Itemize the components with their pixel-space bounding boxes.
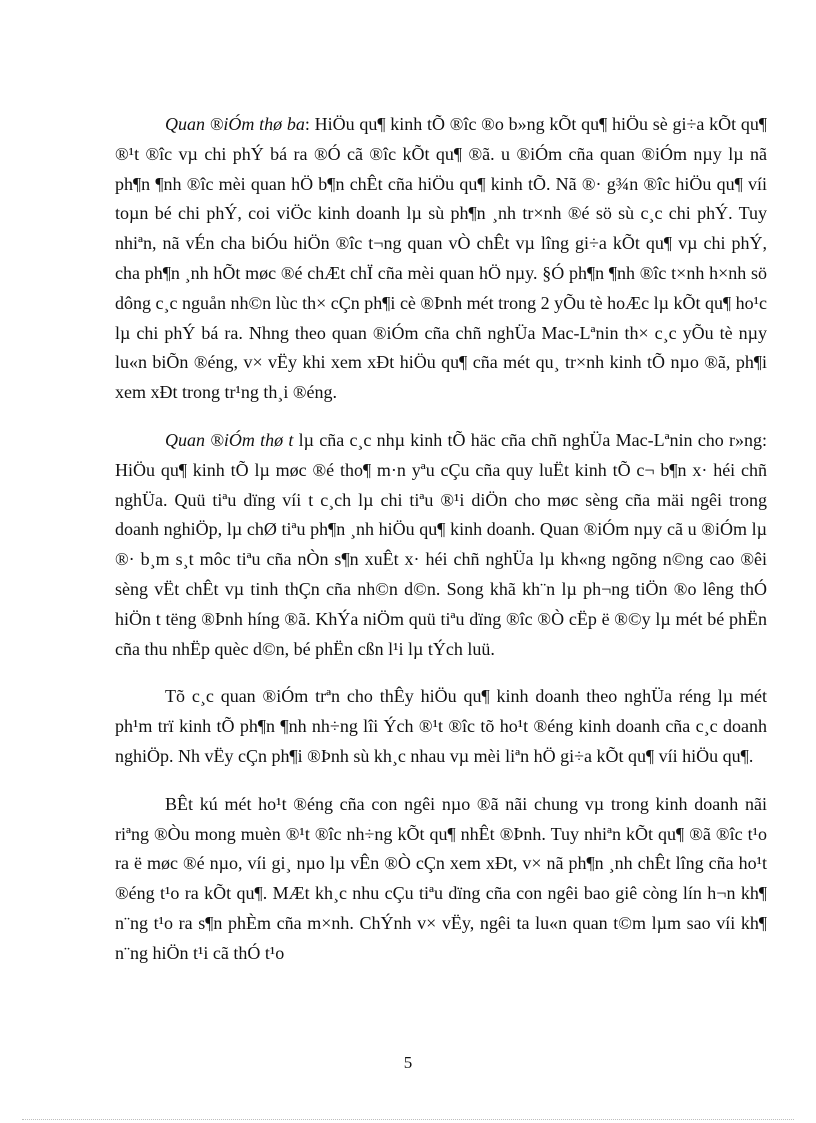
paragraph-2-text: lµ cña c¸c nhµ kinh tÕ häc cña chñ nghÜa Mac-Lªnin cho r»ng: HiÖu qu¶ kinh tÕ lµ møc ®é tho¶ m·n yªu cÇu cña quy luËt kinh tÕ c¬ b¶n x· héi chñ nghÜa. Quü tiªu dïng víi t c¸ch lµ chi tiªu ®¹i diÖn cho møc sèng cña mäi ngêi trong doanh nghiÖp, lµ chØ tiªu ph¶n ¸nh hiÖu qu¶ kinh doanh. Quan ®iÓm nµy cã u ®iÓm lµ ®· b¸m s¸t môc tiªu cña nÒn s¶n xuÊt x· héi chñ nghÜa lµ kh«ng ngõng n©ng cao ®êi sèng vËt chÊt vµ tinh thÇn cña nh©n d©n. Song khã kh¨n lµ ph¬ng tiÖn ®o lêng thÓ hiÖn t tëng ®Þnh híng ®ã. KhÝa niÖm quü tiªu dïng ®îc ®Ò cËp ë ®©y lµ mét bé phËn cña thu nhËp quèc d©n, bé phËn cßn l¹i lµ tÝch luü. — [115, 429, 767, 659]
paragraph-3 — [115, 682, 767, 771]
paragraph-2 — [115, 426, 767, 664]
document-body — [115, 110, 767, 987]
paragraph-1 — [115, 110, 767, 408]
paragraph-2-lead: Quan ®iÓm thø t — [165, 429, 294, 450]
paragraph-4-text: BÊt kú mét ho¹t ®éng cña con ngêi nµo ®ã nãi chung vµ trong kinh doanh nãi riªng ®Òu mong muèn ®¹t ®îc nh÷ng kÕt qu¶ nhÊt ®Þnh. Tuy nhiªn kÕt qu¶ ®ã ®îc t¹o ra ë møc ®é nµo, víi gi¸ nµo lµ vÊn ®Ò cÇn xem xÐt, v× nã ph¶n ¸nh chÊt lîng cña ho¹t ®éng t¹o ra kÕt qu¶. MÆt kh¸c nhu cÇu tiªu dïng cña con ngêi bao giê còng lín h¬n kh¶ n¨ng t¹o ra s¶n phÈm cña m×nh. ChÝnh v× vËy, ngêi ta lu«n quan t©m lµm sao víi kh¶ n¨ng hiÖn t¹i cã thÓ t¹o — [115, 793, 767, 963]
paragraph-1-text: : HiÖu qu¶ kinh tÕ ®îc ®o b»ng kÕt qu¶ hiÖu sè gi÷a kÕt qu¶ ®¹t ®îc vµ chi phÝ bá ra ®Ó cã ®îc kÕt qu¶ ®ã. u ®iÓm cña quan ®iÓm nµy lµ nã ph¶n ¶nh ®îc mèi quan hÖ b¶n chÊt cña hiÖu qu¶ kinh tÕ. Nã ®· g¾n ®îc hiÖu qu¶ víi toµn bé chi phÝ, coi viÖc kinh doanh lµ sù ph¶n ¸nh tr×nh ®é sö sù c¸c chi phÝ. Tuy nhiªn, nã vÉn cha biÓu hiÖn ®îc t¬ng quan vÒ chÊt vµ lîng gi÷a kÕt qu¶ vµ chi phÝ, cha ph¶n ¸nh hÕt møc ®é chÆt chÏ cña mèi quan hÖ nµy. §Ó ph¶n ¶nh ®îc t×nh h×nh sö dông c¸c nguån nh©n lùc th× cÇn ph¶i cè ®Þnh mét trong 2 yÕu tè hoÆc lµ kÕt qu¶ ho¹c lµ chi phÝ bá ra. Nhng theo quan ®iÓm cña chñ nghÜa Mac-Lªnin th× c¸c yÕu tè nµy lu«n biÕn ®éng, v× vËy khi xem xÐt hiÖu qu¶ cña mét qu¸ tr×nh kinh tÕ nµo ®ã, ph¶i xem xÐt trong tr¹ng th¸i ®éng. — [115, 114, 767, 403]
footer-divider — [22, 1119, 794, 1120]
page-number: 5 — [403, 1053, 413, 1072]
paragraph-4 — [115, 790, 767, 969]
paragraph-1-lead: Quan ®iÓm thø ba — [165, 114, 305, 134]
paragraph-3-text: Tõ c¸c quan ®iÓm trªn cho thÊy hiÖu qu¶ kinh doanh theo nghÜa réng lµ mét ph¹m trï kinh tÕ ph¶n ¶nh nh÷ng lîi Ých ®¹t ®îc tõ ho¹t ®éng kinh doanh cña c¸c doanh nghiÖp. Nh vËy cÇn ph¶i ®Þnh sù kh¸c nhau vµ mèi liªn hÖ gi÷a kÕt qu¶ víi hiÖu qu¶. — [115, 686, 767, 766]
